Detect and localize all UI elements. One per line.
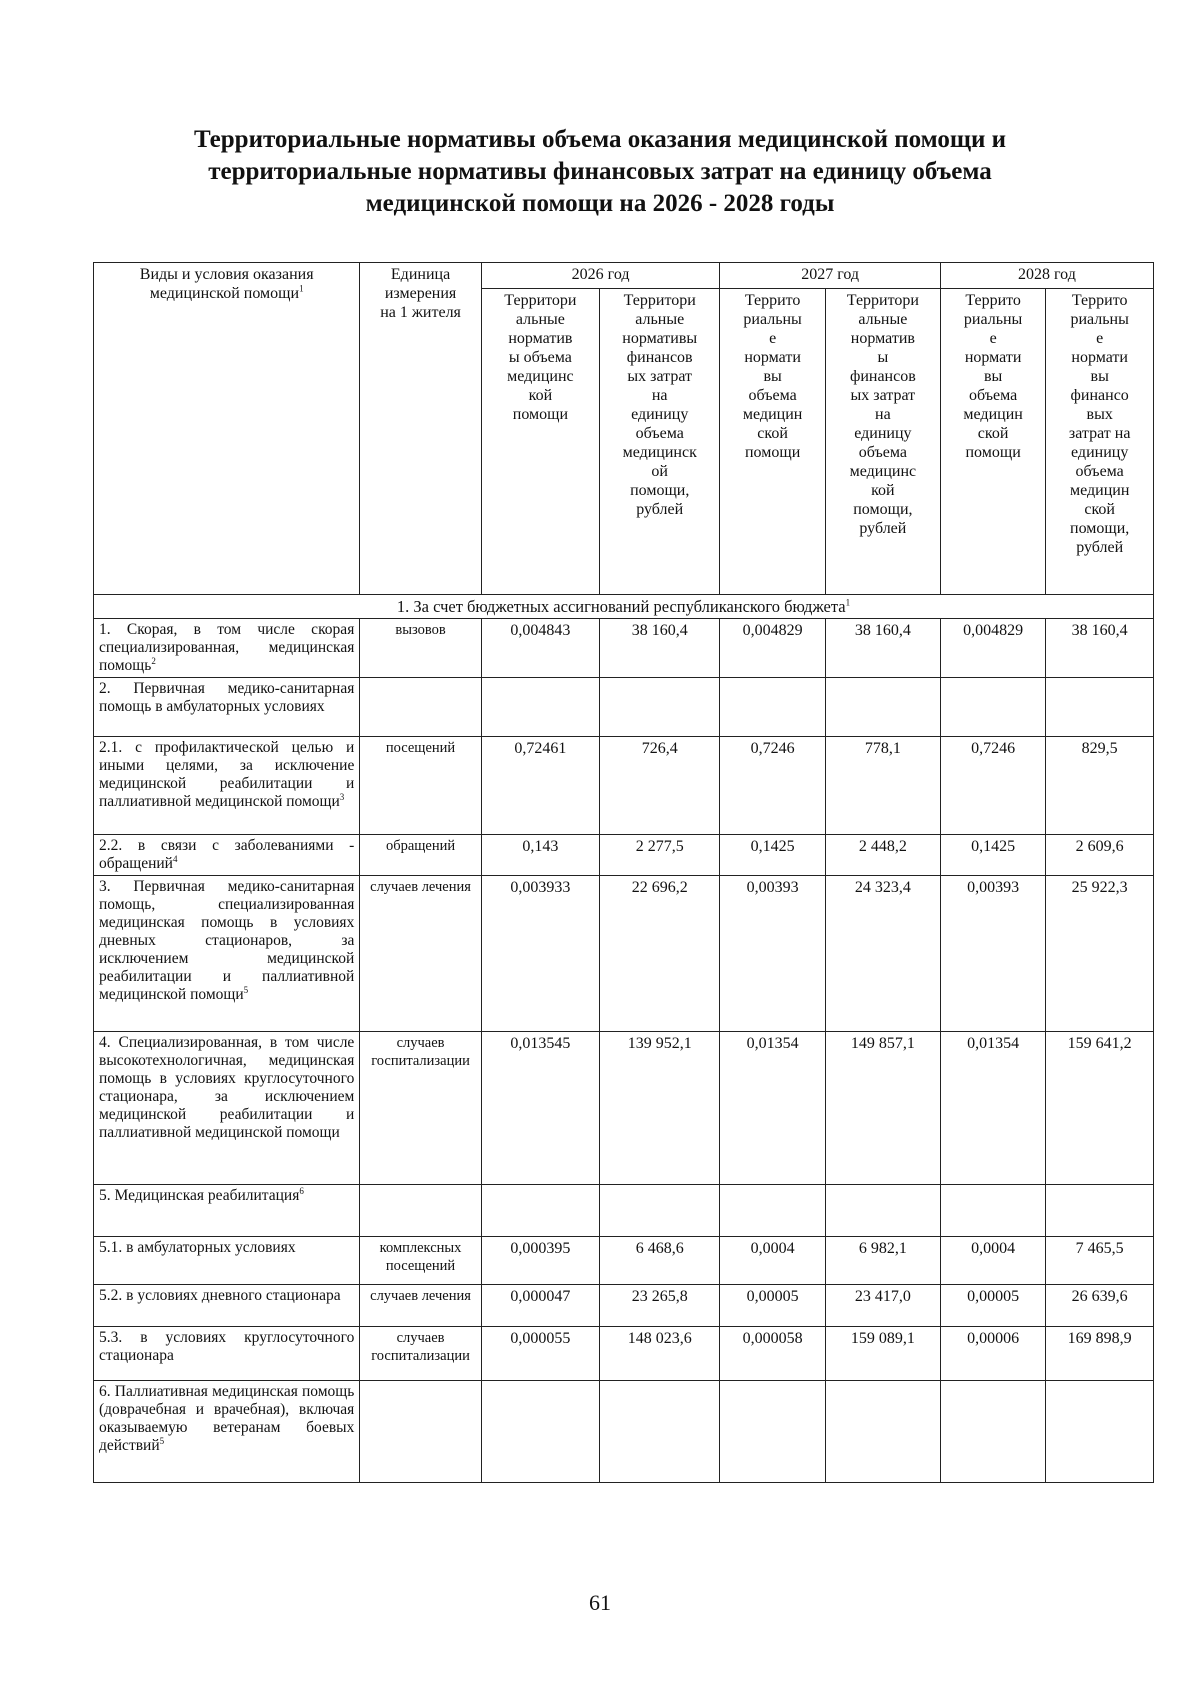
row-unit: случаев госпитализации xyxy=(360,1327,481,1381)
header-line: ых затрат xyxy=(627,368,693,385)
header-line: на xyxy=(875,406,891,423)
page-number: 61 xyxy=(589,1590,611,1615)
header-line: финансов xyxy=(626,349,693,366)
title-line: территориальные нормативы финансовых затрат на единицу объема xyxy=(208,158,992,185)
header-subcolumn xyxy=(940,289,1045,595)
header-line: риальны xyxy=(963,311,1023,328)
row-value: 0,01354 xyxy=(940,1032,1045,1185)
row-value: 829,5 xyxy=(1046,737,1154,835)
header-line: нормативы xyxy=(622,330,698,347)
row-value: 0,143 xyxy=(481,835,599,876)
title-line: Территориальные нормативы объема оказания медицинской помощи и xyxy=(193,126,1007,153)
row-name: 5.3. в условиях круглосуточного стационара xyxy=(94,1327,360,1381)
header-line: помощи xyxy=(744,444,801,461)
header-line: единицу xyxy=(1071,444,1129,461)
row-value xyxy=(940,1381,1045,1483)
header-line: е xyxy=(769,330,777,347)
row-unit: обращений xyxy=(360,835,481,876)
row-value: 0,72461 xyxy=(481,737,599,835)
header-subcolumn xyxy=(1046,289,1154,595)
header-line: Террито xyxy=(744,292,801,309)
row-value: 139 952,1 xyxy=(600,1032,720,1185)
header-line: вы xyxy=(1090,368,1109,385)
header-year-2027: 2027 год xyxy=(720,263,941,289)
row-unit: случаев лечения xyxy=(360,876,481,1032)
row-value xyxy=(720,678,825,737)
row-unit: посещений xyxy=(360,737,481,835)
footnote-mark: 5 xyxy=(159,1435,165,1446)
row-value: 0,0004 xyxy=(720,1237,825,1285)
row-unit: случаев лечения xyxy=(360,1285,481,1327)
header-line: объема xyxy=(858,444,907,461)
row-value: 24 323,4 xyxy=(825,876,940,1032)
row-value: 0,7246 xyxy=(940,737,1045,835)
table-row xyxy=(94,1185,1154,1237)
row-value: 0,013545 xyxy=(481,1032,599,1185)
row-value xyxy=(825,678,940,737)
footnote-mark: 1 xyxy=(845,597,851,608)
row-value xyxy=(600,678,720,737)
header-line: рублей xyxy=(859,520,907,537)
row-value: 0,00393 xyxy=(940,876,1045,1032)
row-value xyxy=(481,1185,599,1237)
row-value: 25 922,3 xyxy=(1046,876,1154,1032)
row-value: 2 609,6 xyxy=(1046,835,1154,876)
row-value: 0,004829 xyxy=(720,619,825,678)
header-line: ской xyxy=(757,425,788,442)
row-value xyxy=(600,1185,720,1237)
row-value: 0,1425 xyxy=(940,835,1045,876)
header-subcolumn xyxy=(720,289,825,595)
header-line: единицу xyxy=(854,425,912,442)
row-name: 6. Паллиативная медицинская помощь (доврачебная и врачебная), включая оказываемую ветеранам боевых действий$^5$ xyxy=(94,1381,360,1483)
header-line: норматив xyxy=(850,330,915,347)
row-value: 38 160,4 xyxy=(600,619,720,678)
row-value: 38 160,4 xyxy=(825,619,940,678)
row-value: 0,000395 xyxy=(481,1237,599,1285)
row-value xyxy=(1046,1381,1154,1483)
header-line: вы xyxy=(763,368,782,385)
row-value: 0,00005 xyxy=(720,1285,825,1327)
row-unit: случаев госпитализации xyxy=(360,1032,481,1185)
header-line: вы xyxy=(983,368,1003,385)
row-name: 1. Скорая, в том числе скорая специализированная, медицинская помощь$^2$ xyxy=(94,619,360,678)
header-type-of-care: Виды и условия оказания медицинской помощи$^1$ xyxy=(94,263,360,595)
table-row xyxy=(94,678,1154,737)
header-subcolumn xyxy=(600,289,720,595)
row-value: 0,01354 xyxy=(720,1032,825,1185)
row-value xyxy=(481,678,599,737)
header-line: риальны xyxy=(743,311,802,328)
row-value xyxy=(600,1381,720,1483)
header-line: альные xyxy=(858,311,908,328)
header-line: ской xyxy=(977,425,1009,442)
row-value: 0,004843 xyxy=(481,619,599,678)
header-line: медицин xyxy=(963,406,1023,423)
row-value: 2 277,5 xyxy=(600,835,720,876)
row-unit xyxy=(360,1185,481,1237)
row-unit xyxy=(360,1381,481,1483)
table-row xyxy=(94,619,1154,678)
row-unit: вызовов xyxy=(360,619,481,678)
row-value xyxy=(481,1381,599,1483)
header-subcolumn xyxy=(481,289,599,595)
header-line: помощи, xyxy=(853,501,913,518)
row-unit: комплексных посещений xyxy=(360,1237,481,1285)
header-line: Территори xyxy=(846,292,919,309)
row-value xyxy=(1046,678,1154,737)
row-value: 0,7246 xyxy=(720,737,825,835)
row-value: 0,0004 xyxy=(940,1237,1045,1285)
header-line: ской xyxy=(1084,501,1115,518)
page-title xyxy=(100,124,1100,220)
header-line: медицинс xyxy=(849,463,917,480)
header-line: альные xyxy=(635,311,685,328)
header-line: объема xyxy=(1075,463,1124,480)
row-name: 5.2. в условиях дневного стационара xyxy=(94,1285,360,1327)
row-name: 2. Первичная медико-санитарная помощь в амбулаторных условиях xyxy=(94,678,360,737)
row-value: 26 639,6 xyxy=(1046,1285,1154,1327)
table-row xyxy=(94,737,1154,835)
header-line: финансо xyxy=(1070,387,1129,404)
row-value xyxy=(825,1185,940,1237)
row-value xyxy=(940,678,1045,737)
row-value xyxy=(720,1381,825,1483)
row-value: 149 857,1 xyxy=(825,1032,940,1185)
row-value: 726,4 xyxy=(600,737,720,835)
header-line: Территори xyxy=(623,292,696,309)
header-line: вых xyxy=(1086,406,1113,423)
header-line: альные xyxy=(515,311,565,328)
header-line: кой xyxy=(528,387,553,404)
header-line: ой xyxy=(651,463,668,480)
header-line: риальны xyxy=(1070,311,1129,328)
row-value: 0,003933 xyxy=(481,876,599,1032)
row-value: 0,00005 xyxy=(940,1285,1045,1327)
row-value xyxy=(1046,1185,1154,1237)
header-line: единицу xyxy=(631,406,689,423)
header-line: ых затрат xyxy=(850,387,916,404)
header-line: объема xyxy=(969,387,1018,404)
row-value xyxy=(720,1185,825,1237)
row-value: 0,00006 xyxy=(940,1327,1045,1381)
footnote-mark: 2 xyxy=(151,655,156,666)
row-value xyxy=(825,1381,940,1483)
header-line: медицинс xyxy=(507,368,574,385)
header-line: е xyxy=(1096,330,1104,347)
norms-table xyxy=(93,262,1154,1483)
footnote-mark: 6 xyxy=(299,1185,304,1196)
table-row xyxy=(94,1032,1154,1185)
row-value: 23 417,0 xyxy=(825,1285,940,1327)
header-line: объема xyxy=(748,387,797,404)
header-line: помощи xyxy=(512,406,569,423)
table-row xyxy=(94,1237,1154,1285)
table-row xyxy=(94,1327,1154,1381)
header-line: Террито xyxy=(965,292,1021,309)
row-name: 2.1. с профилактической целью и иными целями, за исключение медицинской реабилитации и паллиативной медицинской помощи$^3$ xyxy=(94,737,360,835)
row-unit xyxy=(360,678,481,737)
row-value: 0,1425 xyxy=(720,835,825,876)
row-value xyxy=(940,1185,1045,1237)
header-line: объема xyxy=(635,425,684,442)
header-year-2026: 2026 год xyxy=(481,263,720,289)
row-value: 2 448,2 xyxy=(825,835,940,876)
row-value: 38 160,4 xyxy=(1046,619,1154,678)
row-value: 0,000055 xyxy=(481,1327,599,1381)
header-line: рублей xyxy=(1076,539,1124,556)
header-line: помощи xyxy=(965,444,1021,461)
row-name: 3. Первичная медико-санитарная помощь, специализированная медицинская помощь в условиях дневных стационаров, за исключением медицинской реабилитации и паллиативной медицинской помощи$^5$ xyxy=(94,876,360,1032)
row-value: 0,000047 xyxy=(481,1285,599,1327)
title-line: медицинской помощи на 2026 - 2028 годы xyxy=(365,190,835,217)
row-value: 0,000058 xyxy=(720,1327,825,1381)
row-value: 169 898,9 xyxy=(1046,1327,1154,1381)
table-row xyxy=(94,1285,1154,1327)
section-row xyxy=(94,595,1154,619)
header-year-2028: 2028 год xyxy=(940,263,1153,289)
header-line: кой xyxy=(871,482,895,499)
header-line: на xyxy=(651,387,668,404)
header-line: финансов xyxy=(849,368,916,385)
row-value: 159 089,1 xyxy=(825,1327,940,1381)
footnote-mark: 3 xyxy=(339,791,345,802)
row-value: 0,00393 xyxy=(720,876,825,1032)
row-value: 0,004829 xyxy=(940,619,1045,678)
header-line: Территори xyxy=(504,292,577,309)
row-value: 159 641,2 xyxy=(1046,1032,1154,1185)
header-line: помощи, xyxy=(1070,520,1130,537)
header-subcolumn xyxy=(825,289,940,595)
header-line: нормати xyxy=(744,349,801,366)
header-line: рублей xyxy=(636,501,684,518)
header-line: ы объема xyxy=(508,349,572,366)
header-line: медицинск xyxy=(622,444,697,461)
table-row xyxy=(94,1381,1154,1483)
row-value: 22 696,2 xyxy=(600,876,720,1032)
header-line: нормати xyxy=(964,349,1022,366)
table-row xyxy=(94,835,1154,876)
header-line: е xyxy=(989,330,997,347)
row-name: 5. Медицинская реабилитация$^6$ xyxy=(94,1185,360,1237)
footnote-mark: 4 xyxy=(172,853,178,864)
header-line: затрат на xyxy=(1068,425,1131,442)
row-name: 4. Специализированная, в том числе высокотехнологичная, медицинская помощь в условиях круглосуточного стационара, за исключением медицинской реабилитации и паллиативной медицинской помощи xyxy=(94,1032,360,1185)
header-line: ы xyxy=(877,349,889,366)
footnote-mark: 1 xyxy=(299,283,304,294)
section-heading: 1. За счет бюджетных ассигнований республиканского бюджета$^1$ xyxy=(94,595,1154,619)
table-row xyxy=(94,876,1154,1032)
row-value: 23 265,8 xyxy=(600,1285,720,1327)
row-value: 6 982,1 xyxy=(825,1237,940,1285)
header-line: норматив xyxy=(508,330,573,347)
row-value: 7 465,5 xyxy=(1046,1237,1154,1285)
header-line: помощи, xyxy=(630,482,690,499)
row-value: 778,1 xyxy=(825,737,940,835)
header-line: медицин xyxy=(1069,482,1130,499)
header-line: медицин xyxy=(742,406,803,423)
row-name: 5.1. в амбулаторных условиях xyxy=(94,1237,360,1285)
row-value: 148 023,6 xyxy=(600,1327,720,1381)
header-line: нормати xyxy=(1071,349,1128,366)
row-value: 6 468,6 xyxy=(600,1237,720,1285)
row-name: 2.2. в связи с заболеваниями - обращений$^4$ xyxy=(94,835,360,876)
header-line: Террито xyxy=(1071,292,1128,309)
header-unit: Единица измерения на 1 жителя xyxy=(360,263,481,595)
footnote-mark: 5 xyxy=(243,984,249,995)
